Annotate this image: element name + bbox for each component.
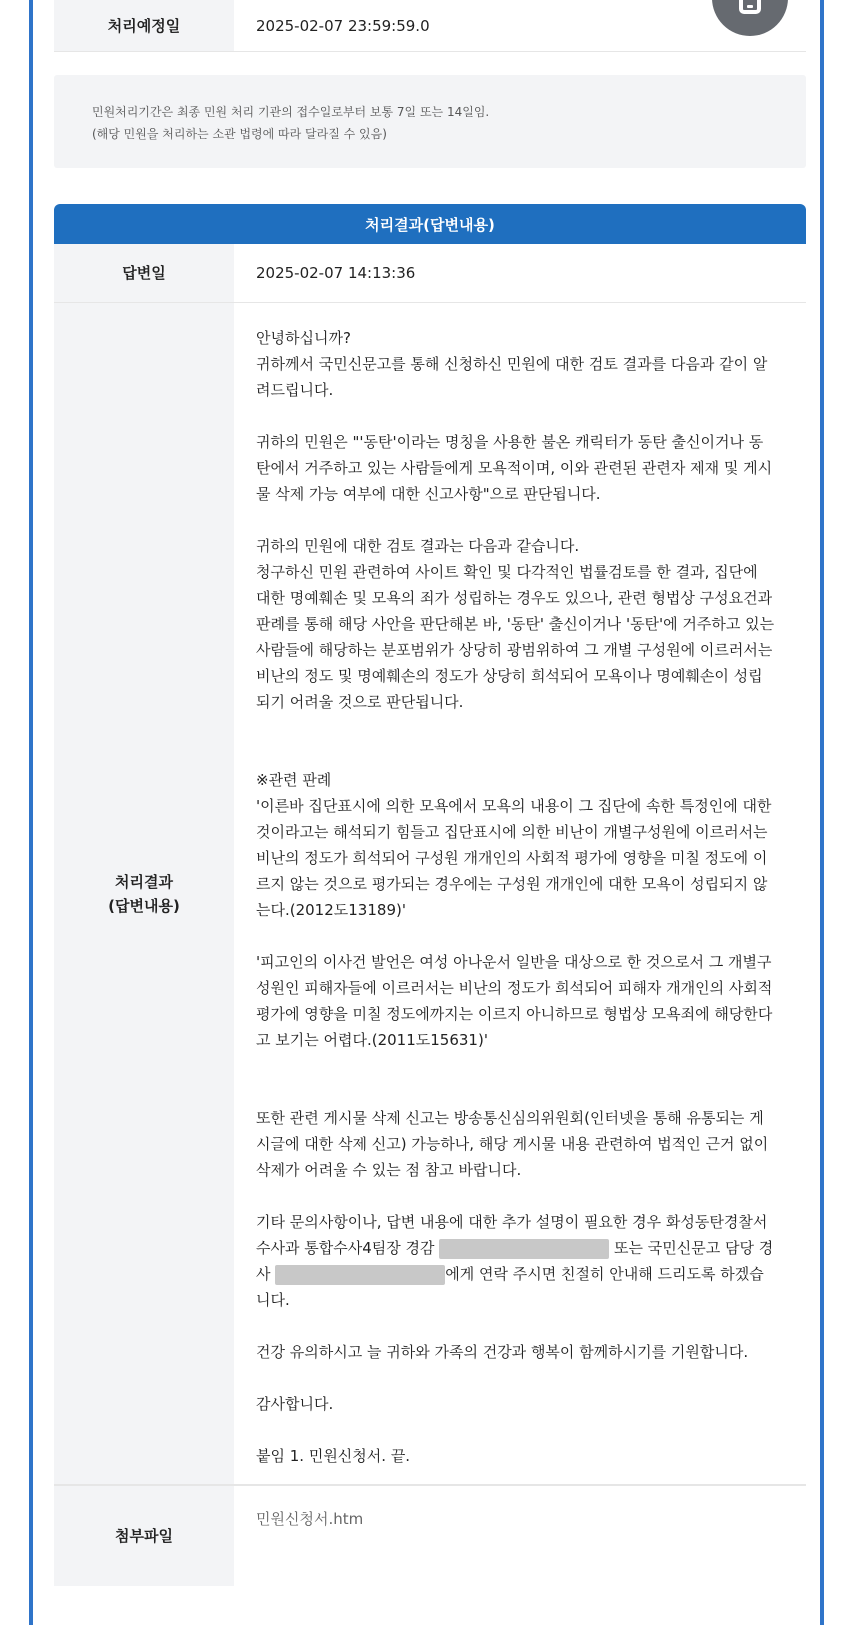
answer-paragraph-wishes: 건강 유의하시고 늘 귀하와 가족의 건강과 행복이 함께하시기를 기원합니다. [256, 1343, 749, 1361]
schedule-row [54, 0, 806, 52]
attachment-label: 첨부파일 [54, 1486, 234, 1586]
result-label-line-2: (답변내용) [108, 896, 180, 915]
result-section-header: 처리결과(답변내용) [54, 204, 806, 244]
smartphone-icon [739, 0, 761, 14]
answer-paragraph-thanks: 감사합니다. [256, 1395, 334, 1413]
answer-paragraph-contact [256, 1209, 776, 1313]
frame-left-border [29, 0, 33, 1625]
complaint-result-page [54, 0, 806, 1586]
schedule-label: 처리예정일 [54, 0, 234, 51]
contact-text-3: 에게 연락 주시면 친절히 안내해 드리도록 하겠습니다. [256, 1265, 764, 1309]
answer-date-label: 답변일 [54, 244, 234, 302]
answer-paragraph-precedent-2: '피고인의 이사건 발언은 여성 아나운서 일반을 대상으로 한 것으로서 그 개별구성원인 피해자들에 이르러서는 비난의 정도가 희석되어 피해자 개개인의 사회적 평가에 영향을 미칠 정도에까지는 이르지 아니하므로 형법상 모욕죄에 해당한다고 보기는 어렵다.(2011도15631)' [256, 953, 773, 1049]
redacted-contact-2 [275, 1265, 445, 1285]
result-body-row [54, 303, 806, 1485]
answer-paragraph-review: 귀하의 민원에 대한 검토 결과는 다음과 같습니다. 청구하신 민원 관련하여 사이트 확인 및 다각적인 법률검토를 한 결과, 집단에 대한 명예훼손 및 모욕의 죄가 성립하는 경우도 있으나, 관련 형법상 구성요건과 판례를 통해 해당 사안을 판단해본 바, '동탄' 출신이거나 '동탄'에 거주하고 있는 사람들에 해당하는 분포범위가 상당히 광범위하여 그 개별 구성원에 이르러서는 비난의 정도 및 명예훼손의 정도가 상당히 희석되어 모욕이나 명예훼손이 성립되기 어려울 것으로 판단됩니다. [256, 537, 775, 711]
result-label [54, 303, 234, 1484]
frame-right-border [820, 0, 824, 1625]
attachment-row [54, 1485, 806, 1586]
redacted-contact-1 [439, 1239, 609, 1259]
contact-text-2: 또는 국민신문고 담당 경사 [256, 1239, 774, 1283]
answer-date-row [54, 244, 806, 303]
answer-paragraph-deletion: 또한 관련 게시물 삭제 신고는 방송통신심의위원회(인터넷을 통해 유통되는 게시글에 대한 삭제 신고) 가능하나, 해당 게시물 내용 관련하여 법적인 근거 없이 삭제가 어려울 수 있는 점 참고 바랍니다. [256, 1109, 769, 1179]
answer-date-value: 2025-02-07 14:13:36 [256, 264, 416, 282]
answer-paragraph-attachment-note: 붙임 1. 민원신청서. 끝. [256, 1447, 411, 1465]
answer-paragraph-precedent-1: ※관련 판례 '이른바 집단표시에 의한 모욕에서 모욕의 내용이 그 집단에 속한 특정인에 대한 것이라고는 해석되기 힘들고 집단표시에 의한 비난이 개별구성원에 이르러서는 비난의 정도가 희석되어 구성원 개개인의 사회적 평가에 영향을 미칠 정도에 이르지 않는 것으로 평가되는 경우에는 구성원 개개인에 대한 모욕이 성립되지 않는다.(2012도13189)' [256, 771, 772, 919]
answer-paragraph-summary: 귀하의 민원은 "'동탄'이라는 명칭을 사용한 불온 캐릭터가 동탄 출신이거나 동탄에서 거주하고 있는 사람들에게 모욕적이며, 이와 관련된 관련자 제재 및 게시물 삭제 가능 여부에 대한 신고사항"으로 판단됩니다. [256, 433, 773, 503]
schedule-value: 2025-02-07 23:59:59.0 [256, 16, 430, 35]
result-content [234, 303, 806, 1484]
attachment-file-link[interactable]: 민원신청서.htm [256, 1510, 364, 1528]
result-label-line-1: 처리결과 [115, 872, 173, 891]
processing-period-notice [54, 75, 806, 168]
notice-line-1: 민원처리기간은 최종 민원 처리 기관의 접수일로부터 보통 7일 또는 14일임. [92, 105, 490, 119]
answer-paragraph-greeting: 안녕하십니까? 귀하께서 국민신문고를 통해 신청하신 민원에 대한 검토 결과를 다음과 같이 알려드립니다. [256, 329, 768, 399]
contact-text-1: 기타 문의사항이나, 답변 내용에 대한 추가 설명이 필요한 경우 화성동탄경찰서 수사과 통합수사4팀장 경감 [256, 1213, 768, 1257]
notice-line-2: (해당 민원을 처리하는 소관 법령에 따라 달라질 수 있음) [92, 127, 387, 141]
